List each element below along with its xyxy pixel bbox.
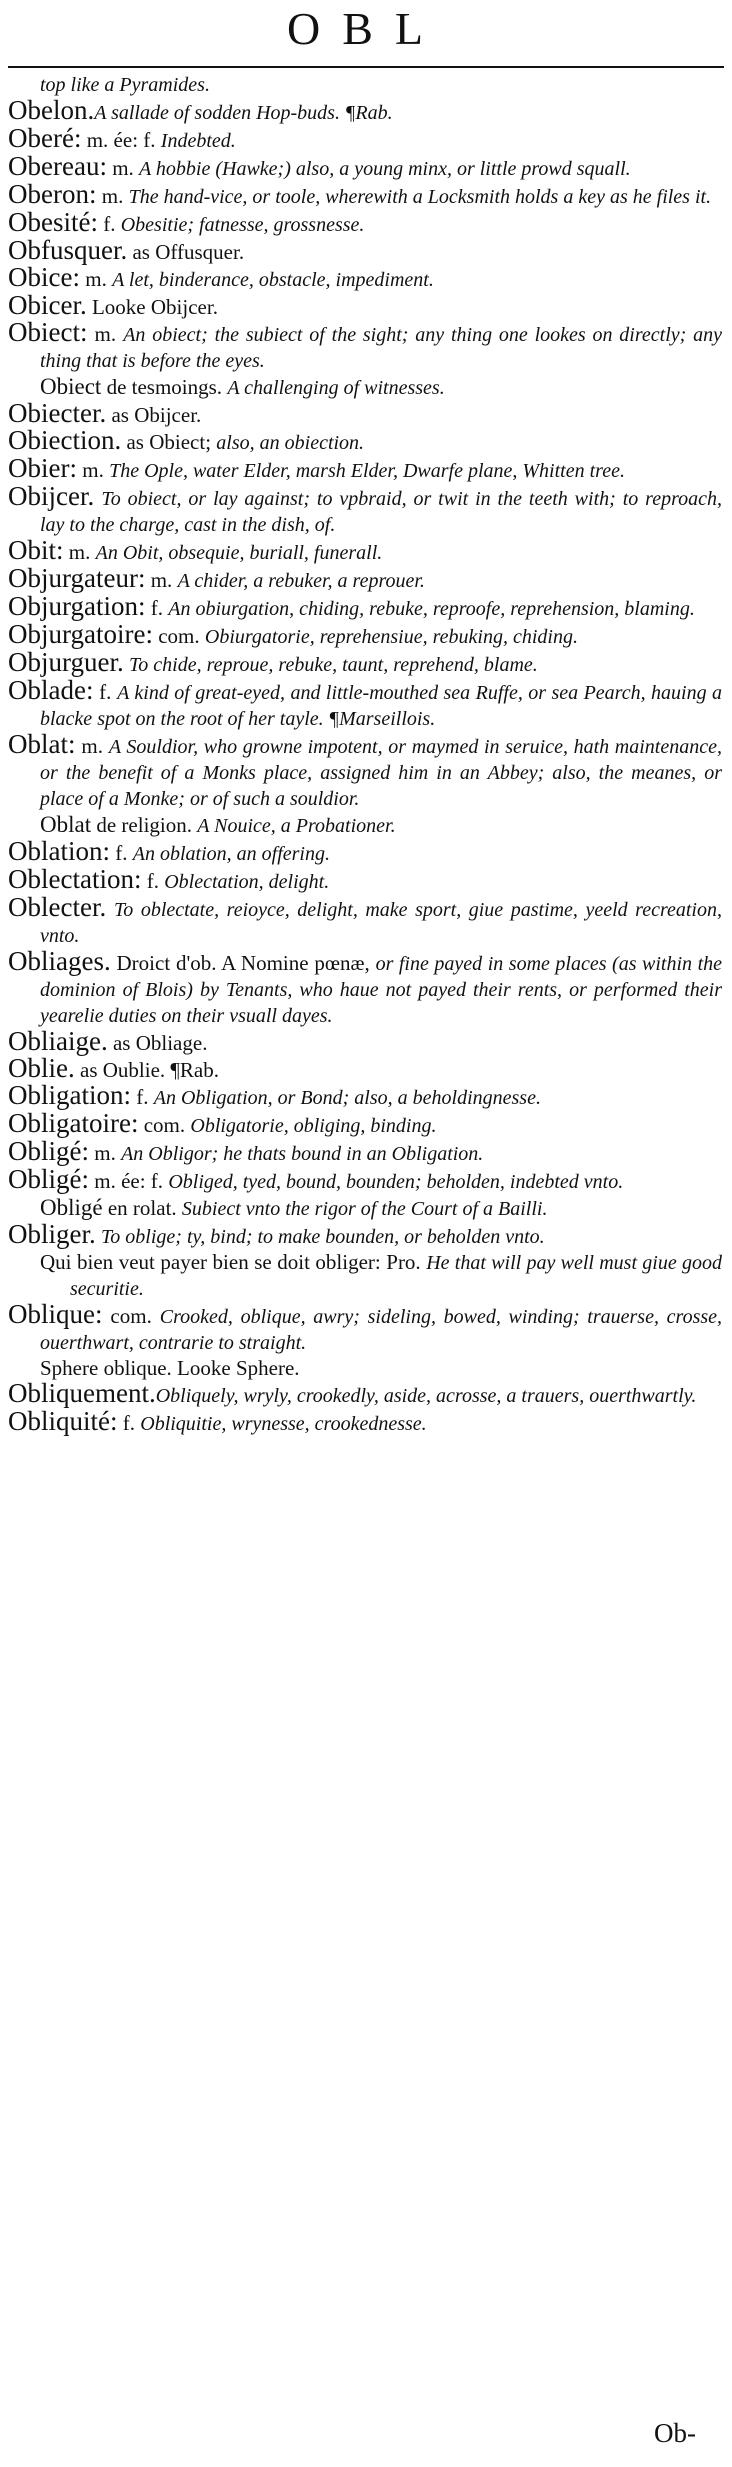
- entry-definition: A Souldior, who growne impotent, or maymed in seruice, hath maintenance, or the benefit of a Monks place, assigned him in an Abbey; also, the meanes, or place of a Monke; or of such a souldior.: [40, 736, 722, 810]
- dictionary-entry: [8, 892, 722, 949]
- dictionary-entry: [8, 453, 722, 484]
- entry-grammar: Sphere oblique. Looke Sphere.: [40, 1356, 300, 1380]
- dictionary-entry: [8, 1053, 722, 1083]
- dictionary-entry: [8, 591, 722, 622]
- entry-definition: A let, binderance, obstacle, impediment.: [112, 269, 434, 291]
- entry-definition: To chide, reproue, rebuke, taunt, reprehend, blame.: [129, 654, 538, 676]
- dictionary-entry: [8, 675, 723, 732]
- entry-definition: Indebted.: [160, 130, 236, 152]
- entry-headword: Oblectation:: [8, 864, 142, 894]
- entry-grammar: m.: [79, 267, 113, 291]
- entry-headword: Obiecter.: [8, 398, 107, 428]
- dictionary-entry: [8, 1406, 722, 1437]
- entry-headword: Obliages.: [8, 946, 111, 976]
- dictionary-entry: [8, 179, 722, 210]
- entry-grammar: de religion.: [91, 813, 198, 837]
- dictionary-entry: [8, 1195, 722, 1222]
- entry-grammar: m.: [145, 568, 178, 592]
- dictionary-entry: [8, 1136, 722, 1167]
- dictionary-entry: [8, 563, 722, 594]
- entry-grammar: f.: [141, 869, 165, 893]
- entry-grammar: [106, 897, 114, 921]
- entry-headword: Obier:: [8, 453, 77, 483]
- entry-headword: Obligé:: [8, 1164, 89, 1194]
- entry-grammar: Looke Obijcer.: [86, 295, 218, 319]
- entry-headword: Obligatoire:: [8, 1108, 139, 1138]
- entry-grammar: m.: [63, 540, 96, 564]
- entry-headword: Obliquement.: [8, 1378, 156, 1408]
- entry-definition: He that will pay well must giue good securitie.: [70, 1252, 722, 1300]
- entry-definition: or fine payed in some places (as within the dominion of Blois) by Tenants, who haue not payed their rents, or performed their yearelie duties on their vsuall dayes.: [40, 953, 723, 1027]
- entry-definition: To oblige; ty, bind; to make bounden, or beholden vnto.: [101, 1226, 545, 1248]
- entry-grammar: m.: [87, 322, 124, 346]
- entry-grammar: f.: [93, 680, 118, 704]
- dictionary-entry: [8, 1164, 722, 1195]
- entry-headword: Obfusquer.: [8, 235, 128, 265]
- entry-definition: Oblectation, delight.: [164, 871, 330, 893]
- dictionary-entry: [8, 72, 722, 98]
- entry-headword: Obice:: [8, 262, 80, 292]
- entry-definition: Crooked, oblique, awry; sideling, bowed, winding; trauerse, crosse, ouerthwart, contrarie to straight.: [40, 1306, 723, 1354]
- entry-grammar: as Obiect;: [121, 430, 217, 454]
- entry-definition: An obiect; the subiect of the sight; any thing one lookes on directly; any thing that is before the eyes.: [40, 324, 722, 372]
- entry-definition: A Nouice, a Probationer.: [197, 815, 396, 837]
- entry-grammar: f.: [145, 596, 169, 620]
- entry-headword: Obliger.: [8, 1219, 96, 1249]
- entry-headword: Oblecter.: [8, 892, 107, 922]
- entry-definition: An oblation, an offering.: [132, 843, 330, 865]
- dictionary-entry: [8, 647, 722, 678]
- dictionary-entry: [8, 946, 723, 1029]
- entry-definition: Obesitie; fatnesse, grossnesse.: [120, 214, 365, 236]
- entry-headword: Objurguer.: [8, 647, 124, 677]
- dictionary-entry: [8, 207, 722, 238]
- entry-column: [8, 72, 722, 1437]
- dictionary-entry: [8, 151, 722, 182]
- dictionary-entry: [8, 1026, 722, 1056]
- entry-definition: Obliquely, wryly, crookedly, aside, acrosse, a trauers, ouerthwartly.: [155, 1385, 697, 1407]
- entry-headword: Objurgation:: [8, 591, 146, 621]
- dictionary-entry: [8, 1108, 722, 1139]
- entry-definition: A sallade of sodden Hop-buds. ¶Rab.: [94, 102, 393, 124]
- entry-definition: Obliquitie, wrynesse, crookednesse.: [140, 1413, 427, 1435]
- entry-grammar: com.: [102, 1304, 160, 1328]
- dictionary-entry: [8, 123, 722, 154]
- header-rule: [8, 66, 724, 68]
- entry-definition: To obiect, or lay against; to vpbraid, or twit in the teeth with; to reproach, lay to the charge, cast in the dish, of.: [40, 488, 723, 536]
- entry-headword: Obijcer.: [8, 481, 95, 511]
- entry-grammar: f.: [117, 1411, 141, 1435]
- entry-grammar: as Oublie. ¶Rab.: [74, 1058, 219, 1082]
- entry-grammar: as Obijcer.: [106, 403, 202, 427]
- entry-headword: Oblade:: [8, 675, 94, 705]
- entry-grammar: m.: [106, 156, 140, 180]
- entry-definition: The hand-vice, or toole, wherewith a Locksmith holds a key as he files it.: [128, 186, 712, 208]
- entry-grammar: en rolat.: [102, 1196, 182, 1220]
- entry-headword: Obelon.: [8, 95, 95, 125]
- dictionary-entry: [8, 1219, 722, 1250]
- entry-grammar: de tesmoings.: [101, 375, 228, 399]
- entry-definition: Subiect vnto the rigor of the Court of a Bailli.: [181, 1198, 548, 1220]
- dictionary-entry: [8, 1080, 722, 1111]
- dictionary-entry: [8, 729, 722, 812]
- entry-headword: Objurgateur:: [8, 563, 146, 593]
- entry-grammar: Qui bien veut payer bien se doit obliger: Pro.: [40, 1250, 427, 1274]
- entry-definition: A kind of great-eyed, and little-mouthed sea Ruffe, or sea Pearch, hauing a blacke spot on the root of her tayle. ¶Marseillois.: [40, 682, 723, 730]
- entry-headword: Oblat:: [8, 729, 76, 759]
- entry-grammar: f.: [131, 1085, 154, 1109]
- entry-headword: Obliaige.: [8, 1026, 108, 1056]
- dictionary-entry: [8, 1378, 722, 1409]
- entry-headword: Oberon:: [8, 179, 97, 209]
- entry-headword: Objurgatoire:: [8, 619, 153, 649]
- entry-definition: An Obligor; he thats bound in an Obligation.: [121, 1143, 484, 1165]
- entry-headword: Oblation:: [8, 836, 110, 866]
- entry-headword: Obiect: [40, 374, 102, 399]
- dictionary-entry: [8, 481, 723, 538]
- entry-grammar: m.: [75, 734, 109, 758]
- dictionary-entry: [8, 262, 722, 293]
- entry-headword: Obicer.: [8, 290, 87, 320]
- dictionary-entry: [8, 864, 722, 895]
- entry-headword: Oblat: [40, 812, 92, 837]
- page-header: OBL: [287, 3, 445, 54]
- entry-definition: The Ople, water Elder, marsh Elder, Dwarfe plane, Whitten tree.: [109, 460, 625, 482]
- dictionary-entry: [8, 812, 722, 839]
- entry-grammar: f.: [110, 841, 133, 865]
- dictionary-entry: [8, 836, 722, 867]
- entry-grammar: Droict d'ob. A Nomine pœnæ,: [110, 951, 376, 975]
- entry-grammar: as Obliage.: [107, 1031, 208, 1055]
- entry-grammar: m. ée: f.: [81, 128, 161, 152]
- entry-headword: Obit:: [8, 535, 64, 565]
- entry-headword: Obligé: [40, 1195, 103, 1220]
- entry-definition: To oblectate, reioyce, delight, make sport, giue pastime, yeeld recreation, vnto.: [40, 899, 722, 947]
- dictionary-entry: [8, 425, 722, 456]
- entry-grammar: com.: [138, 1113, 191, 1137]
- entry-definition: Obiurgatorie, reprehensiue, rebuking, chiding.: [204, 626, 578, 648]
- dictionary-entry: [8, 1250, 722, 1302]
- dictionary-entry: [8, 1299, 723, 1356]
- entry-definition: A hobbie (Hawke;) also, a young minx, or little prowd squall.: [139, 158, 631, 180]
- dictionary-entry: [8, 619, 722, 650]
- entry-grammar: f.: [97, 212, 121, 236]
- entry-headword: Oblique:: [8, 1299, 103, 1329]
- entry-definition: also, an obiection.: [216, 432, 365, 454]
- dictionary-entry: [8, 317, 722, 374]
- entry-definition: top like a Pyramides.: [40, 74, 210, 96]
- catchword: Ob-: [654, 2418, 696, 2448]
- dictionary-entry: [8, 95, 722, 126]
- entry-headword: Obesité:: [8, 207, 98, 237]
- entry-grammar: m.: [89, 1141, 122, 1165]
- entry-headword: Obereau:: [8, 151, 107, 181]
- entry-grammar: m.: [96, 184, 129, 208]
- dictionary-entry: [8, 374, 722, 401]
- entry-headword: Obligation:: [8, 1080, 131, 1110]
- entry-headword: Obliquité:: [8, 1406, 118, 1436]
- entry-definition: A challenging of witnesses.: [227, 377, 445, 399]
- dictionary-entry: [8, 398, 722, 428]
- dictionary-entry: [8, 535, 722, 566]
- entry-grammar: as Offusquer.: [127, 240, 245, 264]
- entry-grammar: m. ée: f.: [89, 1169, 169, 1193]
- entry-headword: Obiect:: [8, 317, 88, 347]
- entry-grammar: com.: [152, 624, 205, 648]
- entry-definition: Obliged, tyed, bound, bounden; beholden, indebted vnto.: [168, 1171, 624, 1193]
- entry-definition: An obiurgation, chiding, rebuke, reproofe, reprehension, blaming.: [168, 598, 695, 620]
- entry-headword: Obiection.: [8, 425, 122, 455]
- entry-headword: Obligé:: [8, 1136, 89, 1166]
- entry-definition: Obligatorie, obliging, binding.: [190, 1115, 437, 1137]
- entry-definition: An Obligation, or Bond; also, a beholdingnesse.: [153, 1087, 541, 1109]
- dictionary-entry: [8, 290, 722, 320]
- entry-definition: An Obit, obsequie, buriall, funerall.: [95, 542, 383, 564]
- entry-definition: A chider, a rebuker, a reprouer.: [177, 570, 425, 592]
- entry-grammar: m.: [76, 458, 110, 482]
- entry-headword: Oblie.: [8, 1053, 75, 1083]
- dictionary-entry: [8, 235, 722, 265]
- entry-headword: Oberé:: [8, 123, 82, 153]
